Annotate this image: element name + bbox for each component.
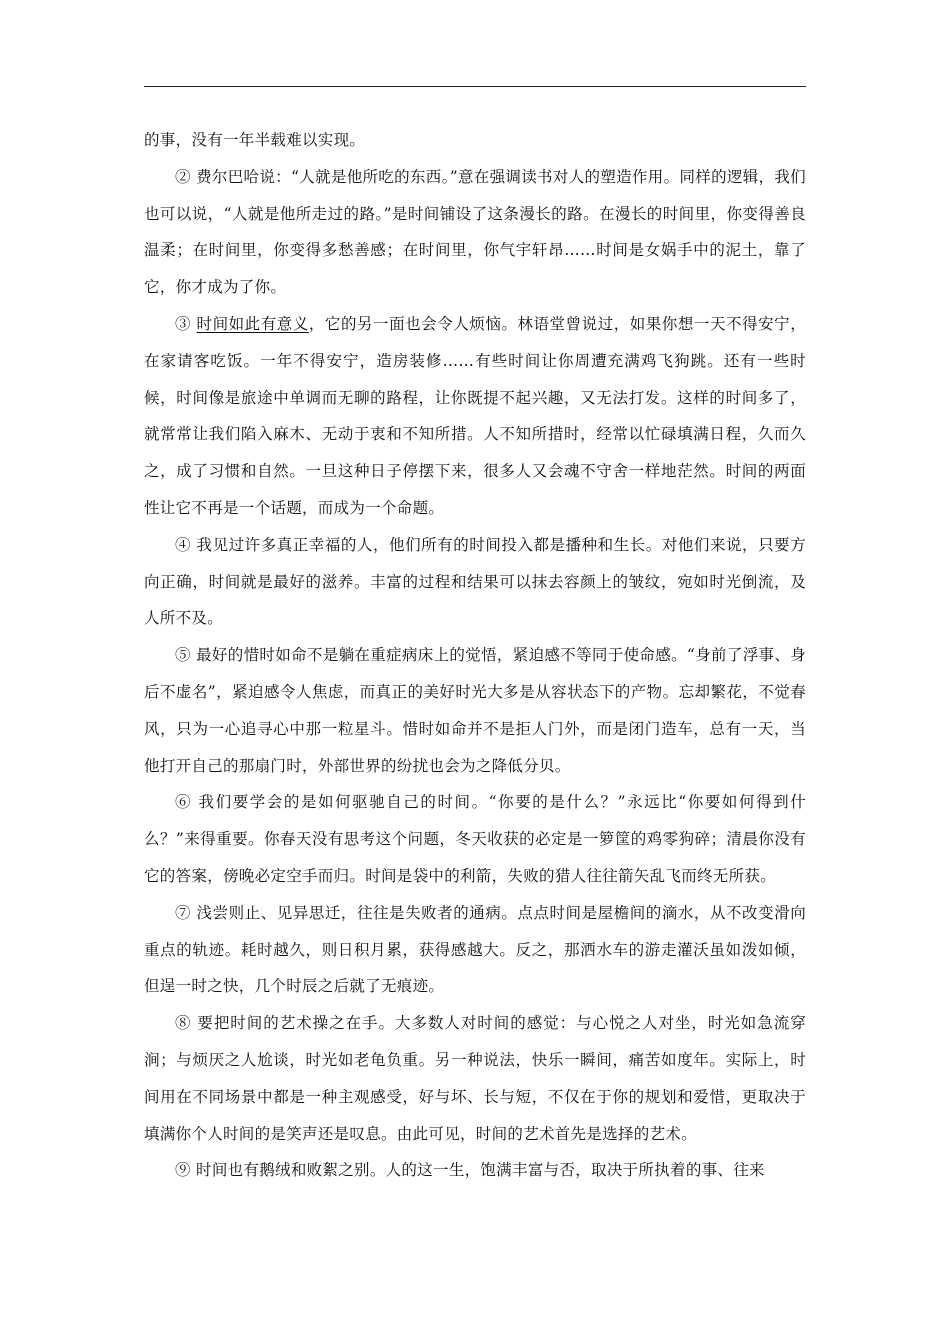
paragraph-3-number: ③	[175, 314, 197, 333]
header-rule	[144, 86, 806, 87]
paragraph-9: ⑨ 时间也有鹅绒和败絮之别。人的这一生，饱满丰富与否，取决于所执着的事、往来	[175, 1161, 765, 1180]
paragraph-3	[144, 306, 806, 527]
paragraph-5: ⑤ 最好的惜时如命不是躺在重症病床上的觉悟，紧迫感不等同于使命感。“身前了浮事、身后不虚名”，紧迫感令人焦虑，而真正的美好时光大多是从容状态下的产物。忘却繁花，不觉春风，只为一心追寻心中那一粒星斗。惜时如命并不是拒人门外，而是闭门造车，总有一天，当他打开自己的那扇门时，外部世界的纷扰也会为之降低分贝。	[144, 646, 806, 775]
paragraph-continuation: 的事，没有一年半载难以实现。	[144, 131, 366, 149]
paragraph-8: ⑧ 要把时间的艺术操之在手。大多数人对时间的感觉：与心悦之人对坐，时光如急流穿涧；与烦厌之人尬谈，时光如老龟负重。另一种说法，快乐一瞬间，痛苦如度年。实际上，时间用在不同场景中都是一种主观感受，好与坏、长与短，不仅在于你的规划和爱惜，更取决于填满你个人时间的是笑声还是叹息。由此可见，时间的艺术首先是选择的艺术。	[144, 1014, 806, 1143]
paragraph-3-text: ，它的另一面也会令人烦恼。林语堂曾说过，如果你想一天不得安宁，在家请客吃饭。一年不得安宁，造房装修……有些时间让你周遭充满鸡飞狗跳。还有一些时候，时间像是旅途中单调而无聊的路程，让你既提不起兴趣，又无法打发。这样的时间多了，就常常让我们陷入麻木、无动于衷和不知所措。人不知所措时，经常以忙碌填满日程，久而久之，成了习惯和自然。一旦这种日子停摆下来，很多人又会魂不守舍一样地茫然。时间的两面性让它不再是一个话题，而成为一个命题。	[144, 314, 807, 517]
paragraph-4: ④ 我见过许多真正幸福的人，他们所有的时间投入都是播种和生长。对他们来说，只要方向正确，时间就是最好的滋养。丰富的过程和结果可以抹去容颜上的皱纹，宛如时光倒流，及人所不及。	[144, 535, 806, 628]
article-body	[144, 122, 806, 1189]
paragraph-2: ② 费尔巴哈说：“人就是他所吃的东西。”意在强调读书对人的塑造作用。同样的逻辑，我们也可以说，“人就是他所走过的路。”是时间铺设了这条漫长的路。在漫长的时间里，你变得善良温柔；在时间里，你变得多愁善感；在时间里，你气宇轩昂……时间是女娲手中的泥土，靠了它，你才成为了你。	[144, 167, 806, 297]
underlined-phrase: 时间如此有意义	[196, 314, 309, 333]
paragraph-7: ⑦ 浅尝则止、见异思迁，往往是失败者的通病。点点时间是屋檐间的滴水，从不改变滑向重点的轨迹。耗时越久，则日积月累，获得感越大。反之，那洒水车的游走灌沃虽如泼如倾，但逞一时之快，几个时辰之后就了无痕迹。	[144, 903, 806, 996]
paragraph-6: ⑥ 我们要学会的是如何驱驰自己的时间。“你要的是什么？”永远比“你要如何得到什么？”来得重要。你春天没有思考这个问题，冬天收获的必定是一箩筐的鸡零狗碎；清晨你没有它的答案，傍晚必定空手而归。时间是袋中的利箭，失败的猎人往往箭矢乱飞而终无所获。	[144, 793, 806, 885]
